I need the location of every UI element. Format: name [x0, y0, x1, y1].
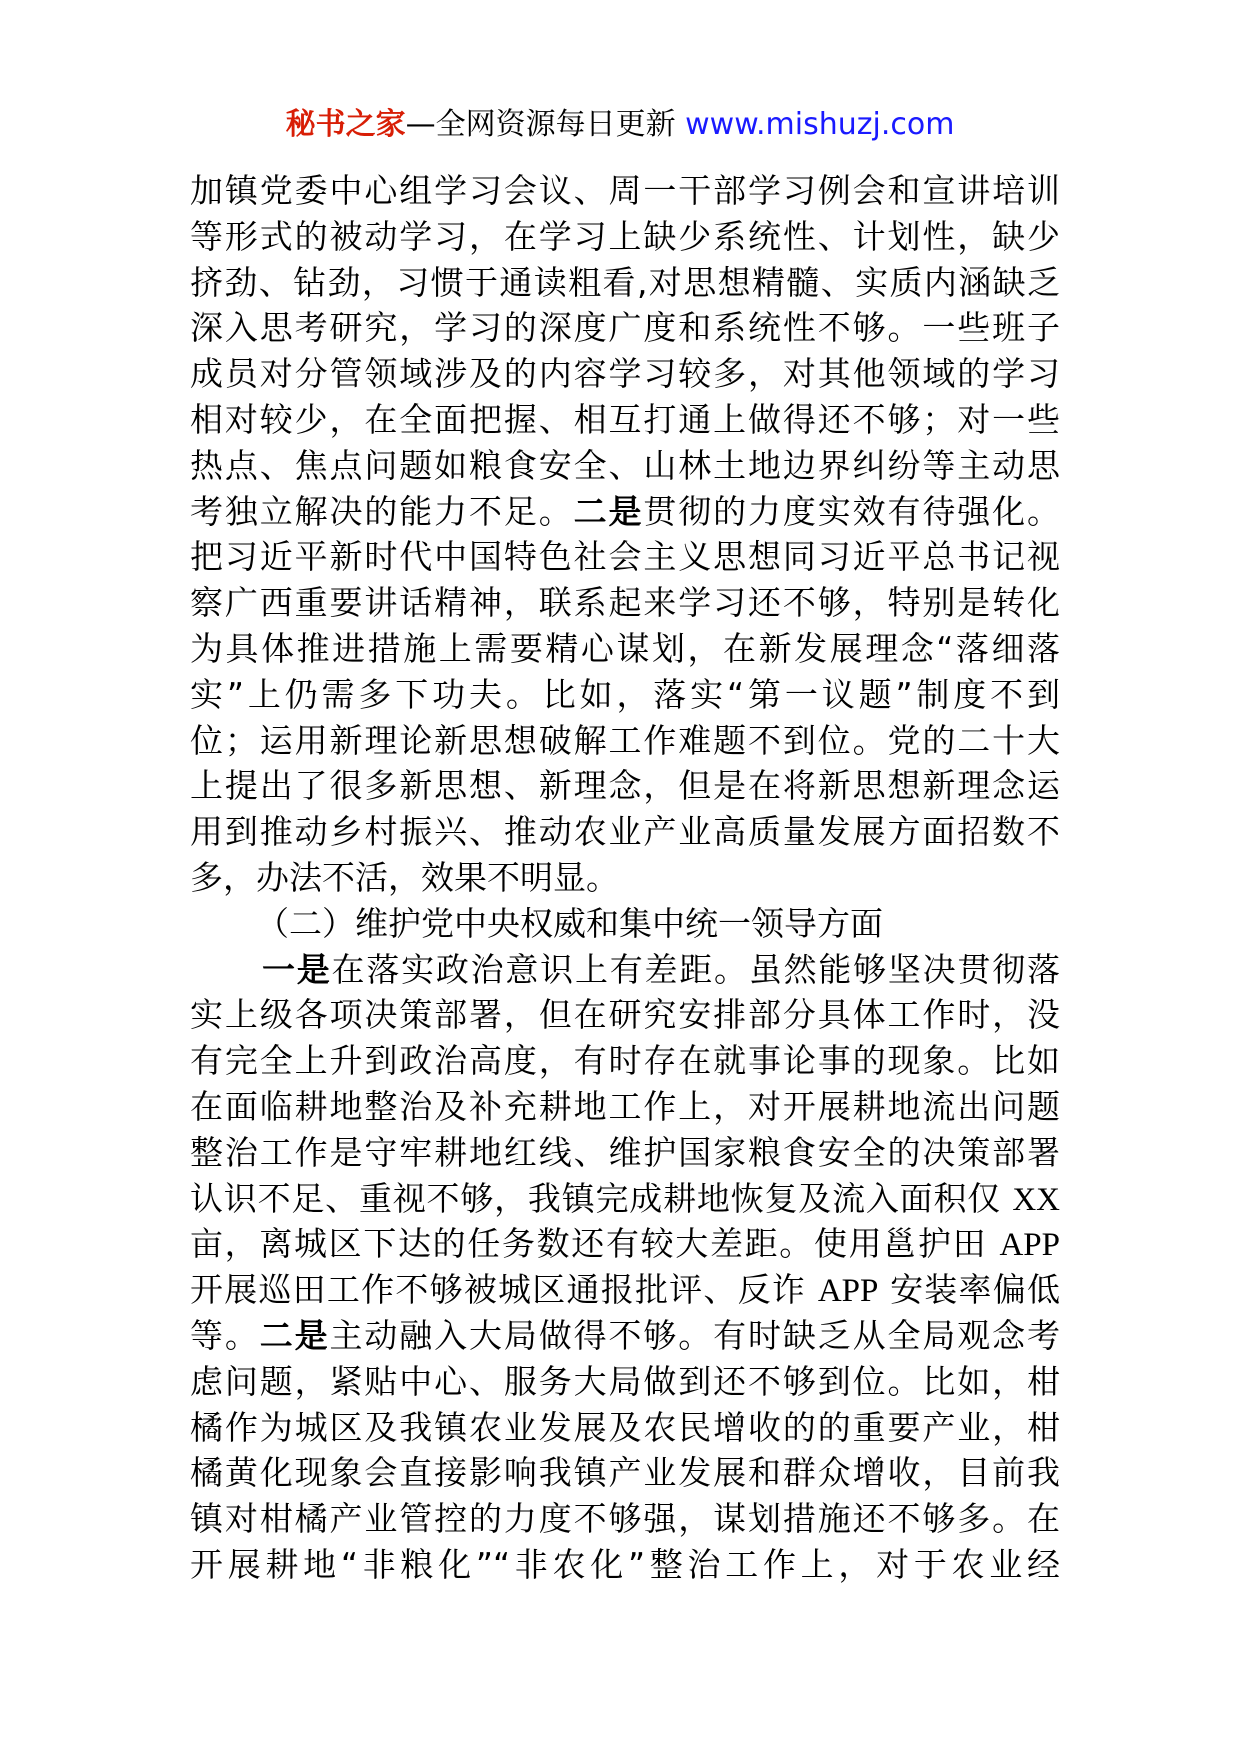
- text-line: 成员对分管领域涉及的内容学习较多，对其他领域的学习: [190, 354, 1060, 394]
- text-line: 上提出了很多新思想、新理念，但是在将新思想新理念运: [190, 766, 1060, 806]
- text-line: [190, 1313, 1060, 1359]
- site-brand: 秘书之家: [285, 107, 406, 142]
- text-line: 用到推动乡村振兴、推动农业产业高质量发展方面招数不: [190, 812, 1060, 852]
- text-line: [190, 1176, 1060, 1222]
- text-run: 亩，离城区下达的任务数还有较大差距。使用邕护田: [190, 1224, 1000, 1264]
- page-header: [0, 98, 1240, 152]
- text-line: 整治工作是守牢耕地红线、维护国家粮食安全的决策部署: [190, 1132, 1060, 1172]
- text-line: 多，办法不活，效果不明显。: [190, 857, 619, 897]
- text-line: 橘作为城区及我镇农业发展及农民增收的的重要产业，柑: [190, 1407, 1060, 1447]
- point-marker: 一是: [262, 949, 332, 989]
- text-run: APP: [999, 1227, 1060, 1264]
- text-line: [190, 1267, 1060, 1313]
- text-line: 相对较少，在全面把握、相互打通上做得还不够；对一些: [190, 399, 1060, 439]
- point-marker: 二是: [573, 491, 644, 531]
- text-line: 开展耕地“非粮化”“非农化”整治工作上，对于农业经: [190, 1544, 1060, 1584]
- text-line: [190, 489, 1060, 535]
- text-line: 把习近平新时代中国特色社会主义思想同习近平总书记视: [190, 537, 1060, 577]
- text-line: 挤劲、钻劲，习惯于通读粗看,对思想精髓、实质内涵缺乏: [190, 262, 1060, 302]
- text-line: [190, 947, 1060, 993]
- text-run: 安装率偏低: [878, 1270, 1060, 1310]
- text-line: 有完全上升到政治高度，有时存在就事论事的现象。比如: [190, 1041, 1060, 1081]
- text-line: 位；运用新理论新思想破解工作难题不到位。党的二十大: [190, 720, 1060, 760]
- text-run: APP: [817, 1273, 879, 1310]
- text-line: 镇对柑橘产业管控的力度不够强，谋划措施还不够多。在: [190, 1499, 1060, 1539]
- text-run: 在落实政治意识上有差距。虽然能够坚决贯彻落: [331, 949, 1061, 989]
- text-run: 等。: [190, 1315, 260, 1355]
- document-body: [190, 168, 1060, 1588]
- point-marker: 二是: [259, 1315, 330, 1355]
- text-line: [190, 1221, 1060, 1267]
- text-line: 加镇党委中心组学习会议、周一干部学习例会和宣讲培训: [190, 171, 1060, 210]
- text-line: 实上级各项决策部署，但在研究安排部分具体工作时，没: [190, 995, 1060, 1035]
- text-line: 热点、焦点问题如粮食安全、山林土地边界纠纷等主动思: [190, 445, 1060, 485]
- text-line: 在面临耕地整治及补充耕地工作上，对开展耕地流出问题: [190, 1086, 1060, 1126]
- text-line: 实”上仍需多下功夫。比如，落实“第一议题”制度不到: [190, 674, 1060, 714]
- text-run: 考独立解决的能力不足。: [190, 491, 574, 531]
- text-line: 等形式的被动学习，在学习上缺少系统性、计划性，缺少: [190, 216, 1060, 256]
- section-heading: （二）维护党中央权威和集中统一领导方面: [256, 903, 883, 943]
- site-url-link[interactable]: www.mishuzj.com: [685, 107, 955, 142]
- text-line: 深入思考研究，学习的深度广度和系统性不够。一些班子: [190, 308, 1060, 348]
- text-line: 虑问题，紧贴中心、服务大局做到还不够到位。比如，柑: [190, 1361, 1060, 1401]
- text-run: 贯彻的力度实效有待强化。: [643, 491, 1060, 531]
- text-run: 开展巡田工作不够被城区通报批评、反诈: [190, 1270, 818, 1310]
- site-tagline: —全网资源每日更新: [405, 107, 686, 142]
- text-line: 橘黄化现象会直接影响我镇产业发展和群众增收，目前我: [190, 1453, 1060, 1493]
- text-run: 认识不足、重视不够，我镇完成耕地恢复及流入面积仅: [190, 1178, 1013, 1218]
- text-run: XX: [1012, 1181, 1060, 1218]
- text-run: 主动融入大局做得不够。有时缺乏从全局观念考: [329, 1315, 1060, 1355]
- text-line: 为具体推进措施上需要精心谋划，在新发展理念“落细落: [190, 628, 1060, 668]
- text-line: 察广西重要讲话精神，联系起来学习还不够，特别是转化: [190, 583, 1060, 623]
